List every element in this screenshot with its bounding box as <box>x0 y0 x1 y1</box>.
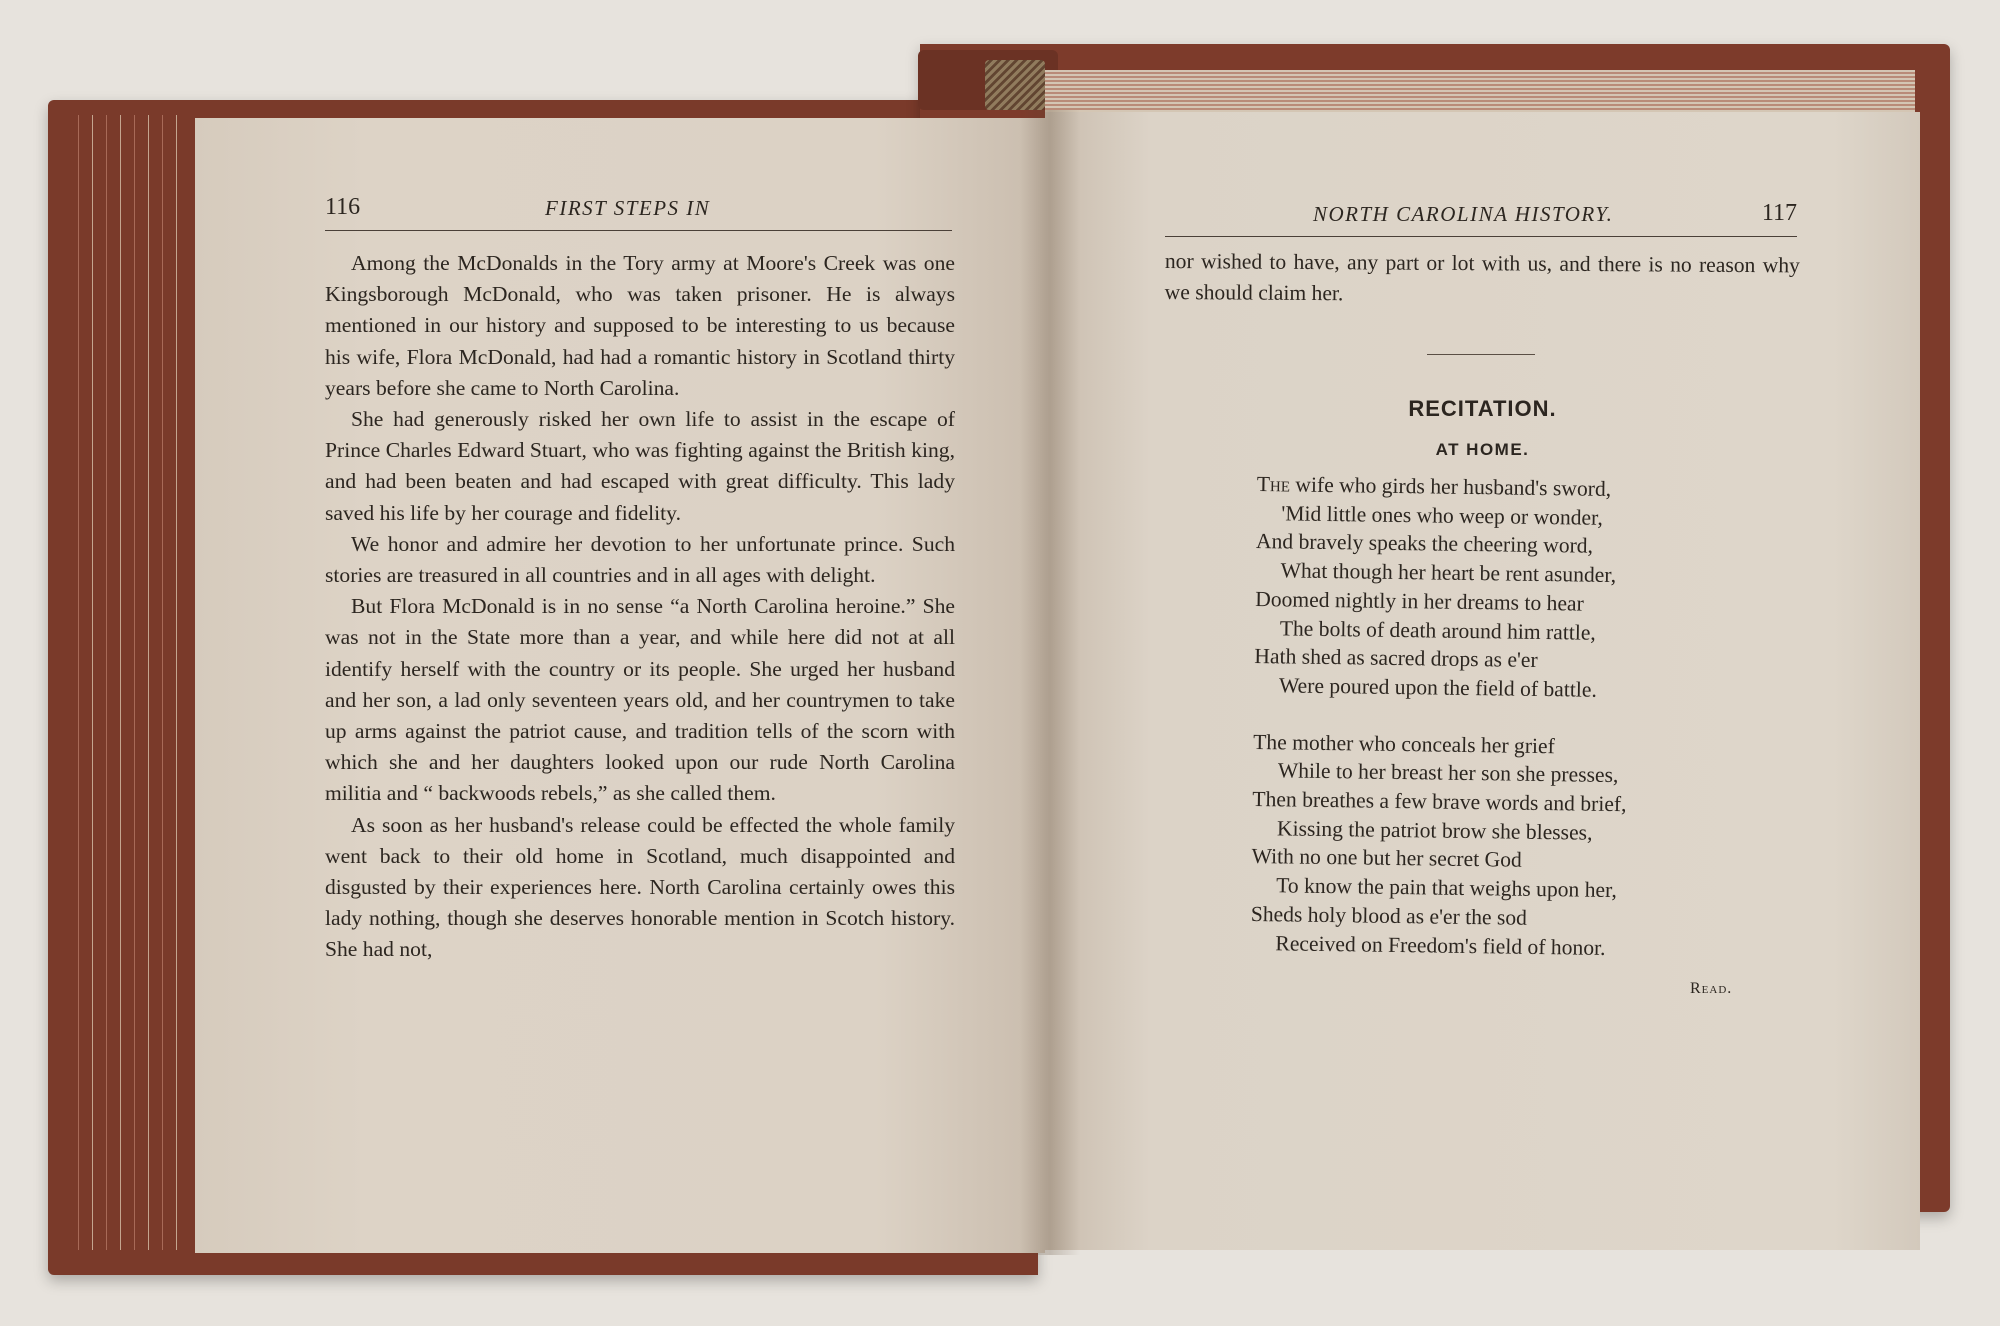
page-edge <box>162 115 163 1250</box>
poem-line: Kissing the patriot brow she blesses, <box>1276 816 1593 845</box>
binding-stitch <box>985 60 1045 110</box>
poem-line: Sheds holy blood as e'er the sod <box>1250 901 1528 930</box>
poem-line: What though her heart be rent asunder, <box>1280 558 1617 588</box>
page-number-right: 117 <box>1761 200 1797 226</box>
left-body-text <box>325 248 955 966</box>
page-edge <box>92 115 93 1250</box>
paragraph: But Flora McDonald is in no sense “a North Carolina heroine.” She was not in the State more than a year, and while here did not at all identify herself with the country or its people. She urged her husband and her son, a lad only seventeen years old, and her countrymen to take up arms against the patriot cause, and tradition tells of the scorn with which she and her daughters looked upon our rude North Carolina militia and “ backwoods rebels,” as she called them. <box>325 594 955 806</box>
poem-stanza-2 <box>1250 728 1733 964</box>
paragraph: We honor and admire her devotion to her unfortunate prince. Such stories are treasured in all countries and in all ages with delight. <box>325 531 955 588</box>
left-running-header <box>325 190 952 231</box>
poem-title: AT HOME. <box>1435 440 1530 459</box>
page-number-left: 116 <box>325 194 361 220</box>
page-edge <box>120 115 121 1250</box>
poem-stanza-1 <box>1254 470 1737 706</box>
poem-line: 'Mid little ones who weep or wonder, <box>1281 501 1604 530</box>
poem-line: The mother who conceals her grief <box>1253 729 1555 758</box>
poem-credit: Read. <box>1690 980 1733 997</box>
poem-line: The bolts of death around him rattle, <box>1279 615 1596 645</box>
poem-line: Were poured upon the field of battle. <box>1278 673 1597 702</box>
poem-line: Hath shed as sacred drops as e'er <box>1254 644 1538 673</box>
page-edge <box>134 115 135 1250</box>
right-continuation-text: nor wished to have, any part or lot with us, and there is no reason why we should claim her. <box>1164 248 1800 306</box>
page-edge <box>106 115 107 1250</box>
poem-line: Then breathes a few brave words and brief, <box>1252 787 1627 817</box>
section-divider <box>1427 354 1535 355</box>
page-edge <box>176 115 177 1250</box>
drop-word: The <box>1256 471 1291 497</box>
running-head-left: FIRST STEPS IN <box>545 196 711 220</box>
poem-line: With no one but her secret God <box>1251 844 1522 873</box>
poem-line: The wife who girds her husband's sword, <box>1256 471 1612 501</box>
recitation-heading: RECITATION. <box>1408 396 1557 421</box>
running-head-right: NORTH CAROLINA HISTORY. <box>1313 202 1614 226</box>
poem-line: Doomed nightly in her dreams to hear <box>1255 586 1584 616</box>
poem-line: And bravely speaks the cheering word, <box>1255 529 1594 559</box>
poem-line: Received on Freedom's field of honor. <box>1275 930 1606 960</box>
poem-line: While to her breast her son she presses, <box>1277 758 1619 788</box>
poem <box>1250 470 1737 992</box>
paragraph: Among the McDonalds in the Tory army at Moore's Creek was one Kingsborough McDonald, who was taken prisoner. He is always mentioned in our history and supposed to be interesting to us because his wife, Flora McDonald, had had a romantic history in Scotland thirty years before she came to North Carolina. <box>325 251 955 400</box>
gutter-shadow <box>1020 110 1080 1255</box>
paragraph: As soon as her husband's release could be effected the whole family went back to their old home in Scotland, much disappointed and disgusted by their experiences here. North Carolina certainly owes this lady nothing, though she deserves honorable mention in Scotch history. She had not, <box>325 812 955 962</box>
poem-line: To know the pain that weighs upon her, <box>1276 873 1618 903</box>
page-edge <box>78 115 79 1250</box>
paragraph: She had generously risked her own life to assist in the escape of Prince Charles Edward Stuart, who was fighting against the British king, and had been beaten and had escaped with great difficulty. This lady saved his life by her courage and fidelity. <box>325 407 955 525</box>
right-running-header <box>1165 196 1797 237</box>
page-edge <box>148 115 149 1250</box>
